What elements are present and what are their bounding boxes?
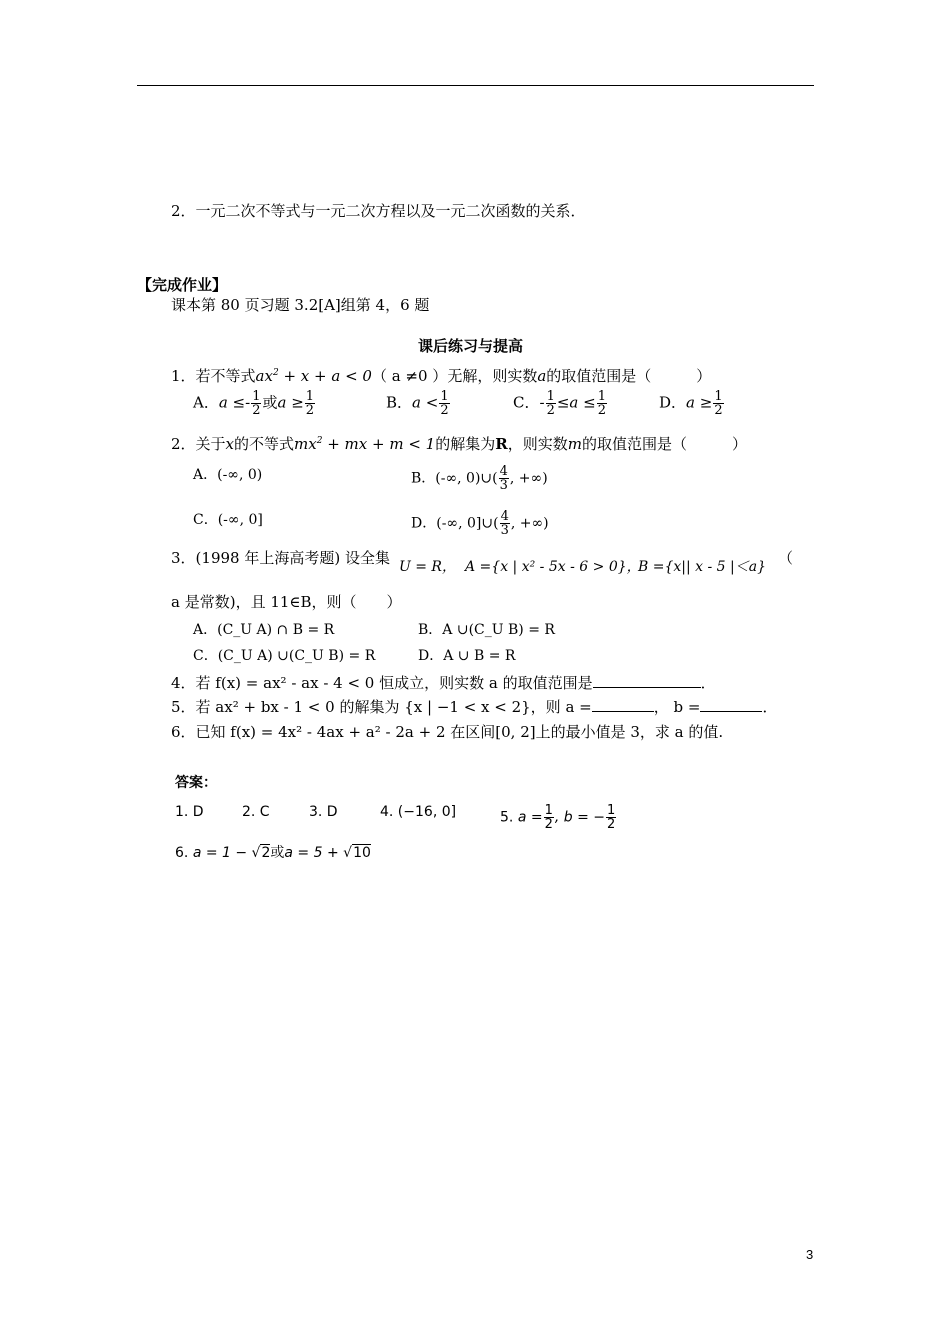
q3-option-b: B．A ∪(C_U B) = R [418,622,555,638]
q5-a-blank [592,697,654,712]
q3-universal-set: U = R， [399,559,456,575]
header-rule [137,85,814,86]
q3-option-d: D．A ∪ B = R [418,648,516,664]
question-5: 5．若 ax² + bx - 1 < 0 的解集为 {x | −1 < x < 2}，则 a = ， b = ． [171,698,778,716]
q2-expression: $mx^2$ + mx + m < 1 [294,435,436,453]
answer-1: 1. D [175,804,204,820]
q3-set-b: B ={x|| x - 5 |＜a} [638,559,767,575]
item-2: 2．一元二次不等式与一元二次方程以及一元二次函数的关系． [171,202,586,220]
answer-6: 6. a = 1 − √2或a = 5 + √10 [175,845,371,861]
q1-expression: $ax^2 + x + a < 0$ [255,367,372,385]
answer-4: 4. (−16, 0] [380,804,457,820]
page-number: 3 [806,1247,814,1262]
question-6: 6．已知 f(x) = 4x² - 4ax + a² - 2a + 2 在区间[0, 2]上的最小值是 3，求 a 的值. [171,723,724,741]
q3-paren: （ [778,549,794,567]
homework-heading: 【完成作业】 [137,276,228,294]
answer-3: 3. D [309,804,338,820]
homework-text: 课本第 80 页习题 3.2[A]组第 4，6 题 [171,296,430,314]
q2-option-d: D．(-∞, 0]∪( $\frac{4}{3}$ , +∞) [411,509,549,538]
q1-option-a: A．a ≤- $\frac{1}{2}$ 或a ≥ $\frac{1}{2}$ [193,389,315,418]
q3-option-a: A．(C_U A) ∩ B = R [193,622,335,638]
q1-option-d: D．a ≥ $\frac{1}{2}$ [659,389,723,418]
answer-2: 2. C [242,804,270,820]
q2-option-b: B．(-∞, 0)∪( $\frac{4}{3}$ , +∞) [411,464,548,493]
section-title: 课后练习与提高 [418,337,524,355]
q3-line-2: a 是常数)，且 11∈B，则（ ） [171,593,402,611]
q2-option-a: A．(-∞, 0) [193,467,263,483]
question-2: 2．关于x的不等式$mx^2$ + mx + m < 1的解集为R，则实数m的取值范围是（ ） [171,435,747,453]
question-4: 4．若 f(x) = ax² - ax - 4 < 0 恒成立，则实数 a 的取值范围是 ． [171,674,716,692]
q1-option-b: B．a < $\frac{1}{2}$ [386,389,449,418]
question-1: 1．若不等式$ax^2 + x + a < 0$（ a ≠0 ）无解，则实数a的取值范围是（ ） [171,367,712,385]
q2-option-c: C．(-∞, 0] [193,512,263,528]
q5-b-blank [700,697,762,712]
q1-option-c: C．- $\frac{1}{2}$ ≤a ≤ $\frac{1}{2}$ [513,389,606,418]
answer-5: 5. a = $\frac{1}{2}$ , b = − $\frac{1}{2}$ [500,803,616,832]
q3-set-a: A ={x | x² - 5x - 6 > 0}， [465,559,641,575]
answers-heading: 答案： [175,775,217,791]
q4-answer-blank [593,673,701,688]
question-3: 3．(1998 年上海高考题) 设全集 [171,549,390,567]
q3-option-c: C．(C_U A) ∪(C_U B) = R [193,648,376,664]
